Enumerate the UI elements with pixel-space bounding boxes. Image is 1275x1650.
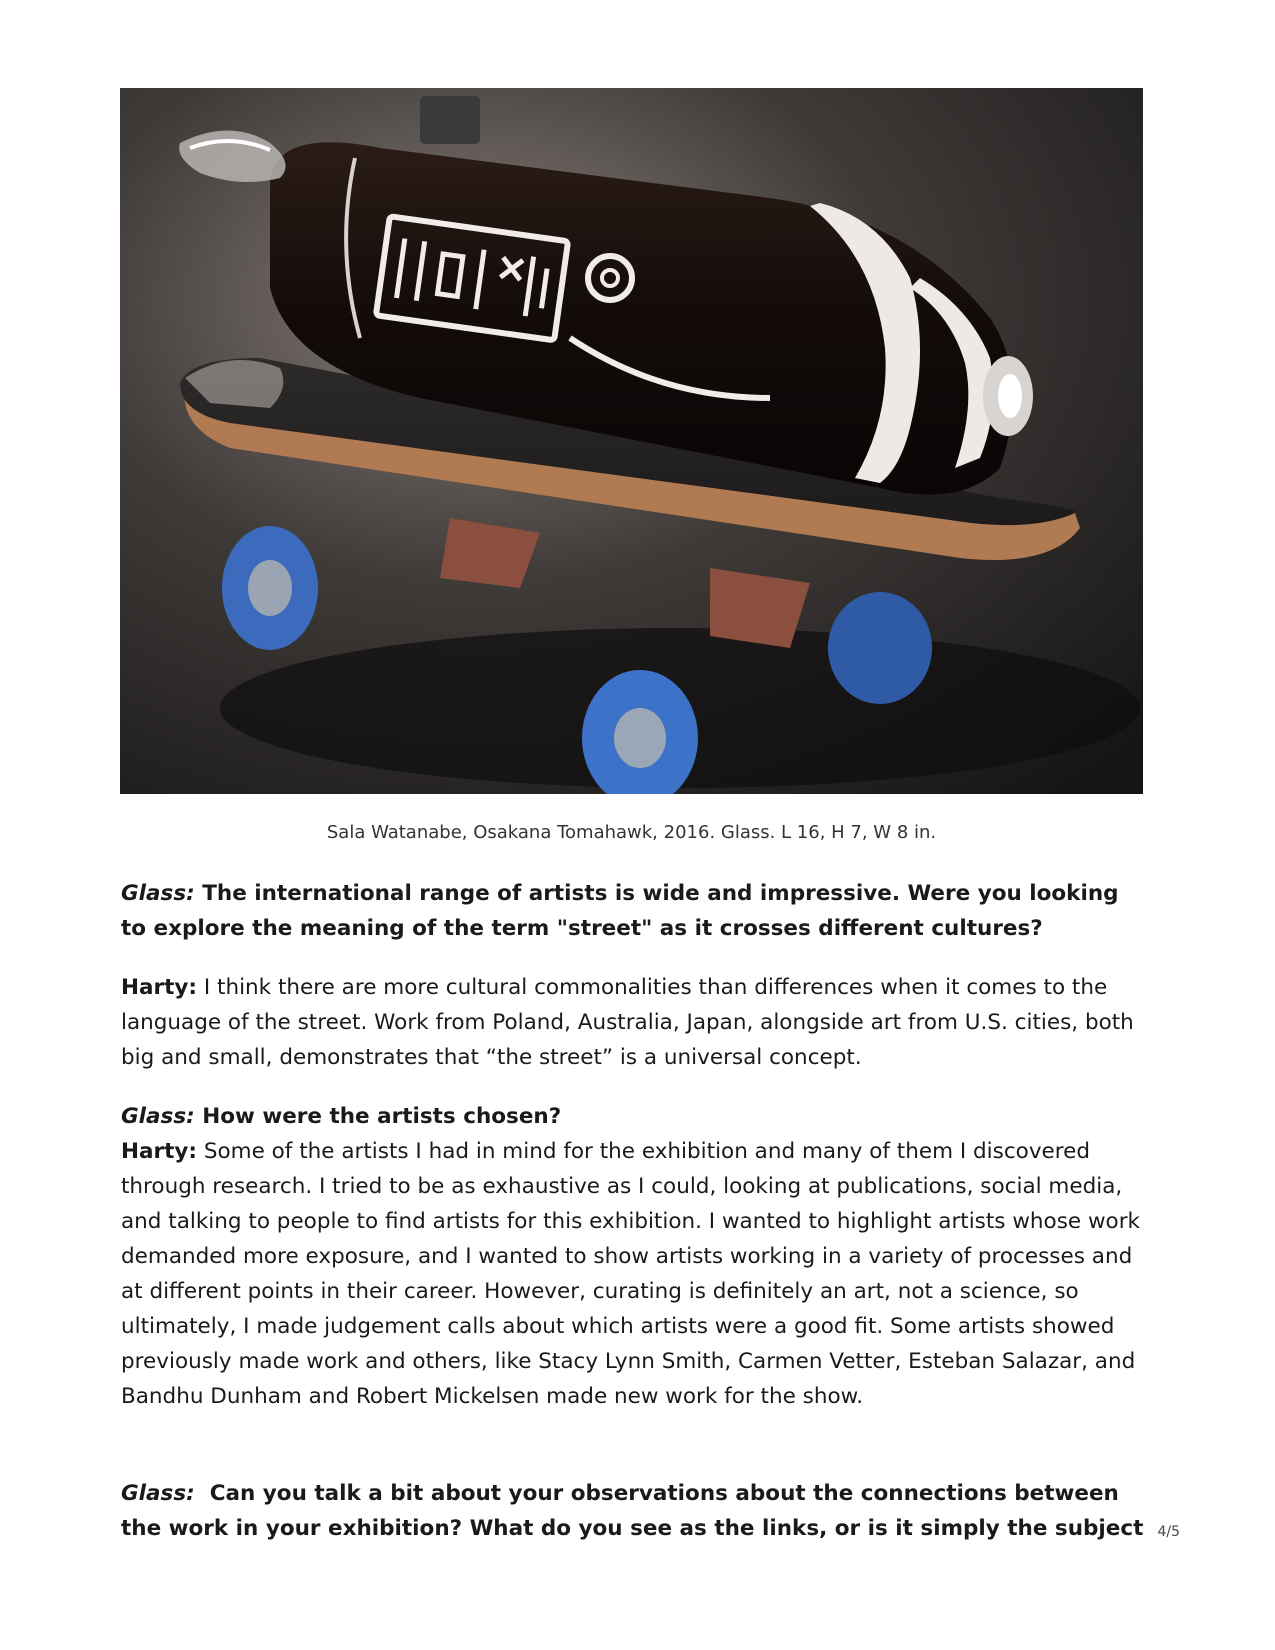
page-number: 4/5 bbox=[1157, 1524, 1180, 1540]
answer-text: I think there are more cultural commonalities than differences when it comes to the language of the street. Work from Poland, Australia, Japan, alongside art from U.S. cities, both big and small, demonstrates that “the street” is a universal concept. bbox=[121, 975, 1134, 1070]
artwork-photo bbox=[120, 88, 1143, 794]
answer-speaker: Harty: bbox=[121, 975, 197, 1000]
question-text: Can you talk a bit about your observations about the connections between the work in your exhibition? What do you see as the links, or is it simply the subject bbox=[121, 1481, 1144, 1541]
interview-body bbox=[121, 876, 1151, 1546]
answer-speaker: Harty: bbox=[121, 1139, 197, 1164]
question-3 bbox=[121, 1476, 1151, 1546]
rocket-skateboard-image bbox=[120, 88, 1143, 794]
question-text: How were the artists chosen? bbox=[202, 1104, 562, 1129]
answer-1 bbox=[121, 970, 1151, 1075]
question-speaker: Glass: bbox=[121, 1104, 195, 1129]
image-caption: Sala Watanabe, Osakana Tomahawk, 2016. Glass. L 16, H 7, W 8 in. bbox=[326, 822, 937, 843]
answer-text: Some of the artists I had in mind for the exhibition and many of them I discovered through research. I tried to be as exhaustive as I could, looking at publications, social media, and talking to people to find artists for this exhibition. I wanted to highlight artists whose work demanded more exposure, and I wanted to show artists working in a variety of processes and at different points in their career. However, curating is definitely an art, not a science, so ultimately, I made judgement calls about which artists were a good fit. Some artists showed previously made work and others, like Stacy Lynn Smith, Carmen Vetter, Esteban Salazar, and Bandhu Dunham and Robert Mickelsen made new work for the show. bbox=[121, 1139, 1141, 1409]
question-speaker: Glass: bbox=[121, 881, 195, 906]
question-1 bbox=[121, 876, 1151, 946]
question-2 bbox=[121, 1099, 1151, 1134]
question-speaker: Glass: bbox=[121, 1481, 195, 1506]
answer-2 bbox=[121, 1134, 1151, 1414]
question-text: The international range of artists is wide and impressive. Were you looking to explore the meaning of the term "street" as it crosses different cultures? bbox=[121, 881, 1119, 941]
